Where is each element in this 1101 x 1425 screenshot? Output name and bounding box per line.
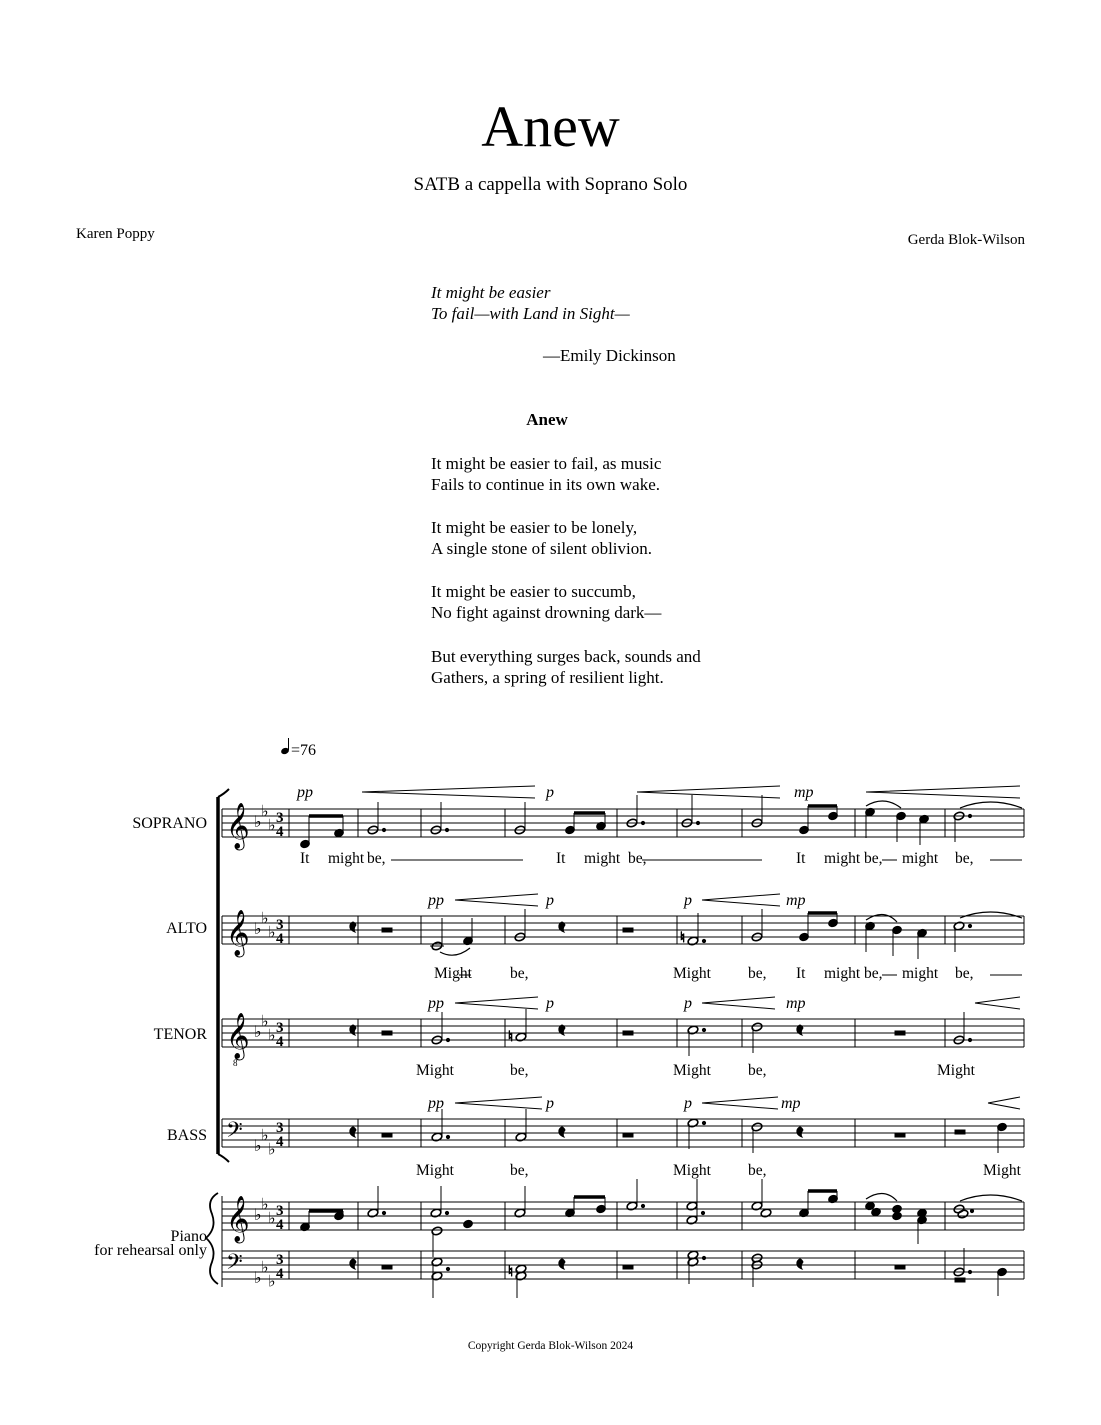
crescendo-hairpin (362, 786, 535, 798)
lyric-bass: Might (416, 1162, 454, 1179)
whole-rest (382, 928, 392, 932)
flat-icon: ♭ (261, 908, 269, 928)
piano-label-sub: for rehearsal only (94, 1242, 207, 1259)
lyric-soprano: be, (628, 850, 647, 867)
lyric-alto: Might (673, 965, 711, 982)
dynamic-tenor: pp (428, 995, 444, 1012)
lyric-tenor: Might (416, 1062, 454, 1079)
dynamic-alto: p (546, 892, 554, 909)
score-title: Anew (481, 94, 620, 159)
time-signature-denominator: 4 (276, 931, 284, 947)
svg-text:♮: ♮ (508, 1029, 514, 1045)
flat-icon: ♭ (268, 1271, 276, 1291)
flat-icon: ♭ (254, 1136, 262, 1155)
lyric-soprano: be, (367, 850, 386, 867)
lyric-alto: be, (864, 965, 883, 982)
lyric-soprano: might (902, 850, 939, 867)
dynamic-soprano: mp (794, 784, 814, 801)
flat-icon: ♭ (254, 1268, 262, 1287)
staff-piano-right (222, 1195, 1024, 1245)
dynamic-bass: p (546, 1095, 554, 1112)
crescendo-hairpin (975, 997, 1020, 1009)
lyric-tenor: Might (673, 1062, 711, 1079)
lyric-soprano: might (328, 850, 365, 867)
time-signature-numerator: 3 (276, 1203, 284, 1219)
time-signature-denominator: 4 (276, 1217, 284, 1233)
lyric-soprano: It (796, 850, 806, 867)
crescendo-hairpin (702, 997, 775, 1009)
staff-bass (222, 1118, 1024, 1159)
staff-label-bass: BASS (166, 1127, 207, 1144)
poem-line: A single stone of silent oblivion. (431, 539, 652, 558)
lyric-alto: be, (955, 965, 974, 982)
lyric-bass: be, (510, 1162, 529, 1179)
poem-line: It might be easier to succumb, (431, 582, 636, 601)
flat-icon: ♭ (268, 922, 276, 942)
epigraph-line-1: It might be easier (431, 283, 551, 302)
dynamic-alto: pp (428, 892, 444, 909)
piano-right-hand-notes (300, 1179, 1022, 1257)
crescendo-hairpin (988, 1097, 1020, 1109)
dynamic-bass: mp (781, 1095, 801, 1112)
treble-clef-icon: 𝄞 (226, 803, 250, 849)
svg-text:♮: ♮ (508, 1264, 514, 1280)
lyric-soprano: might (824, 850, 861, 867)
bass-notes (350, 1109, 1008, 1153)
lyric-soprano: It (556, 850, 566, 867)
poem-line: No fight against drowning dark— (431, 603, 662, 622)
piano-brace (206, 1193, 218, 1284)
flat-icon: ♭ (268, 1025, 276, 1045)
lyric-alto: might (902, 965, 939, 982)
dynamic-alto: p (684, 892, 692, 909)
soprano-notes (300, 795, 1022, 849)
flat-icon: ♭ (254, 812, 262, 831)
time-signature-denominator: 4 (276, 1134, 284, 1150)
bass-clef-icon: 𝄢 (226, 1118, 243, 1148)
flat-icon: ♭ (261, 1257, 269, 1277)
flat-icon: ♭ (261, 1125, 269, 1145)
dynamic-soprano: p (546, 784, 554, 801)
time-signature-numerator: 3 (276, 917, 284, 933)
hairpins (362, 786, 1020, 1109)
time-signature-numerator: 3 (276, 810, 284, 826)
time-signature-denominator: 4 (276, 824, 284, 840)
lyric-bass: be, (748, 1162, 767, 1179)
lyric-alto: It (796, 965, 806, 982)
crescendo-hairpin (455, 997, 538, 1009)
flat-icon: ♭ (254, 1022, 262, 1041)
time-signature-numerator: 3 (276, 1020, 284, 1036)
time-signature-denominator: 4 (276, 1034, 284, 1050)
staff-piano-left (222, 1250, 1024, 1291)
bass-clef-icon: 𝄢 (226, 1250, 243, 1280)
tempo-text: =76 (291, 742, 317, 759)
lyric-bass: Might (673, 1162, 711, 1179)
poem-line: It might be easier to fail, as music (431, 454, 662, 473)
treble-clef-icon: 𝄞 (226, 1013, 250, 1059)
staff-tenor (222, 1012, 1024, 1069)
crescendo-hairpin (637, 786, 780, 798)
lyric-tenor: be, (510, 1062, 529, 1079)
time-signature-numerator: 3 (276, 1120, 284, 1136)
flat-icon: ♭ (268, 1208, 276, 1228)
epigraph-attribution: —Emily Dickinson (543, 346, 676, 365)
composer-credit: Gerda Blok-Wilson (907, 232, 1025, 248)
dynamic-soprano: pp (297, 784, 313, 801)
dynamic-bass: p (684, 1095, 692, 1112)
crescendo-hairpin (702, 894, 780, 906)
staff-label-soprano: SOPRANO (132, 815, 207, 832)
lyric-soprano: be, (864, 850, 883, 867)
poem-line: It might be easier to be lonely, (431, 518, 638, 537)
alto-notes (350, 909, 1022, 959)
poem-line: But everything surges back, sounds and (431, 647, 701, 666)
lyric-alto: be, (510, 965, 529, 982)
lyric-tenor: Might (937, 1062, 975, 1079)
svg-text:♮: ♮ (680, 930, 686, 946)
crescendo-hairpin (455, 894, 538, 906)
epigraph-line-2: To fail—with Land in Sight— (431, 304, 630, 323)
time-signature-denominator: 4 (276, 1266, 284, 1282)
score-subtitle: SATB a cappella with Soprano Solo (413, 174, 688, 195)
flat-icon: ♭ (268, 1139, 276, 1159)
dynamic-tenor: p (684, 995, 692, 1012)
dynamic-alto: mp (786, 892, 806, 909)
lyric-soprano: It (300, 850, 310, 867)
dynamic-bass: pp (428, 1095, 444, 1112)
svg-text:8: 8 (233, 1058, 238, 1068)
flat-icon: ♭ (268, 815, 276, 835)
poem-title: Anew (526, 410, 568, 429)
staff-alto (222, 909, 1024, 959)
lyricist-credit: Karen Poppy (76, 226, 155, 242)
crescendo-hairpin (455, 1097, 542, 1109)
poem-line: Fails to continue in its own wake. (431, 475, 661, 494)
lyric-soprano: be, (955, 850, 974, 867)
flat-icon: ♭ (254, 919, 262, 938)
staff-label-tenor: TENOR (153, 1026, 207, 1043)
dynamic-tenor: p (546, 995, 554, 1012)
tempo-marking (280, 738, 316, 759)
flat-icon: ♭ (254, 1205, 262, 1224)
lyric-alto: be, (748, 965, 767, 982)
lyric-alto: Might (434, 965, 472, 982)
time-signature-numerator: 3 (276, 1252, 284, 1268)
copyright-notice: Copyright Gerda Blok-Wilson 2024 (467, 1340, 634, 1352)
flat-icon: ♭ (261, 801, 269, 821)
dynamic-tenor: mp (786, 995, 806, 1012)
piano-left-hand-notes (350, 1248, 1008, 1298)
crescendo-hairpin (702, 1097, 778, 1109)
quarter-rest (350, 922, 356, 932)
lyric-bass: Might (983, 1162, 1021, 1179)
piano-label: Piano (170, 1228, 207, 1245)
tenor-notes (350, 1009, 972, 1056)
lyric-soprano: might (584, 850, 621, 867)
lyric-tenor: be, (748, 1062, 767, 1079)
flat-icon: ♭ (261, 1194, 269, 1214)
staff-label-alto: ALTO (166, 920, 207, 937)
poem-line: Gathers, a spring of resilient light. (431, 668, 664, 687)
staff-soprano (222, 802, 1024, 852)
treble-clef-icon: 𝄞 (226, 1196, 250, 1242)
lyric-alto: might (824, 965, 861, 982)
treble-clef-icon: 𝄞 (226, 910, 250, 956)
crescendo-hairpin (866, 786, 1020, 798)
flat-icon: ♭ (261, 1011, 269, 1031)
